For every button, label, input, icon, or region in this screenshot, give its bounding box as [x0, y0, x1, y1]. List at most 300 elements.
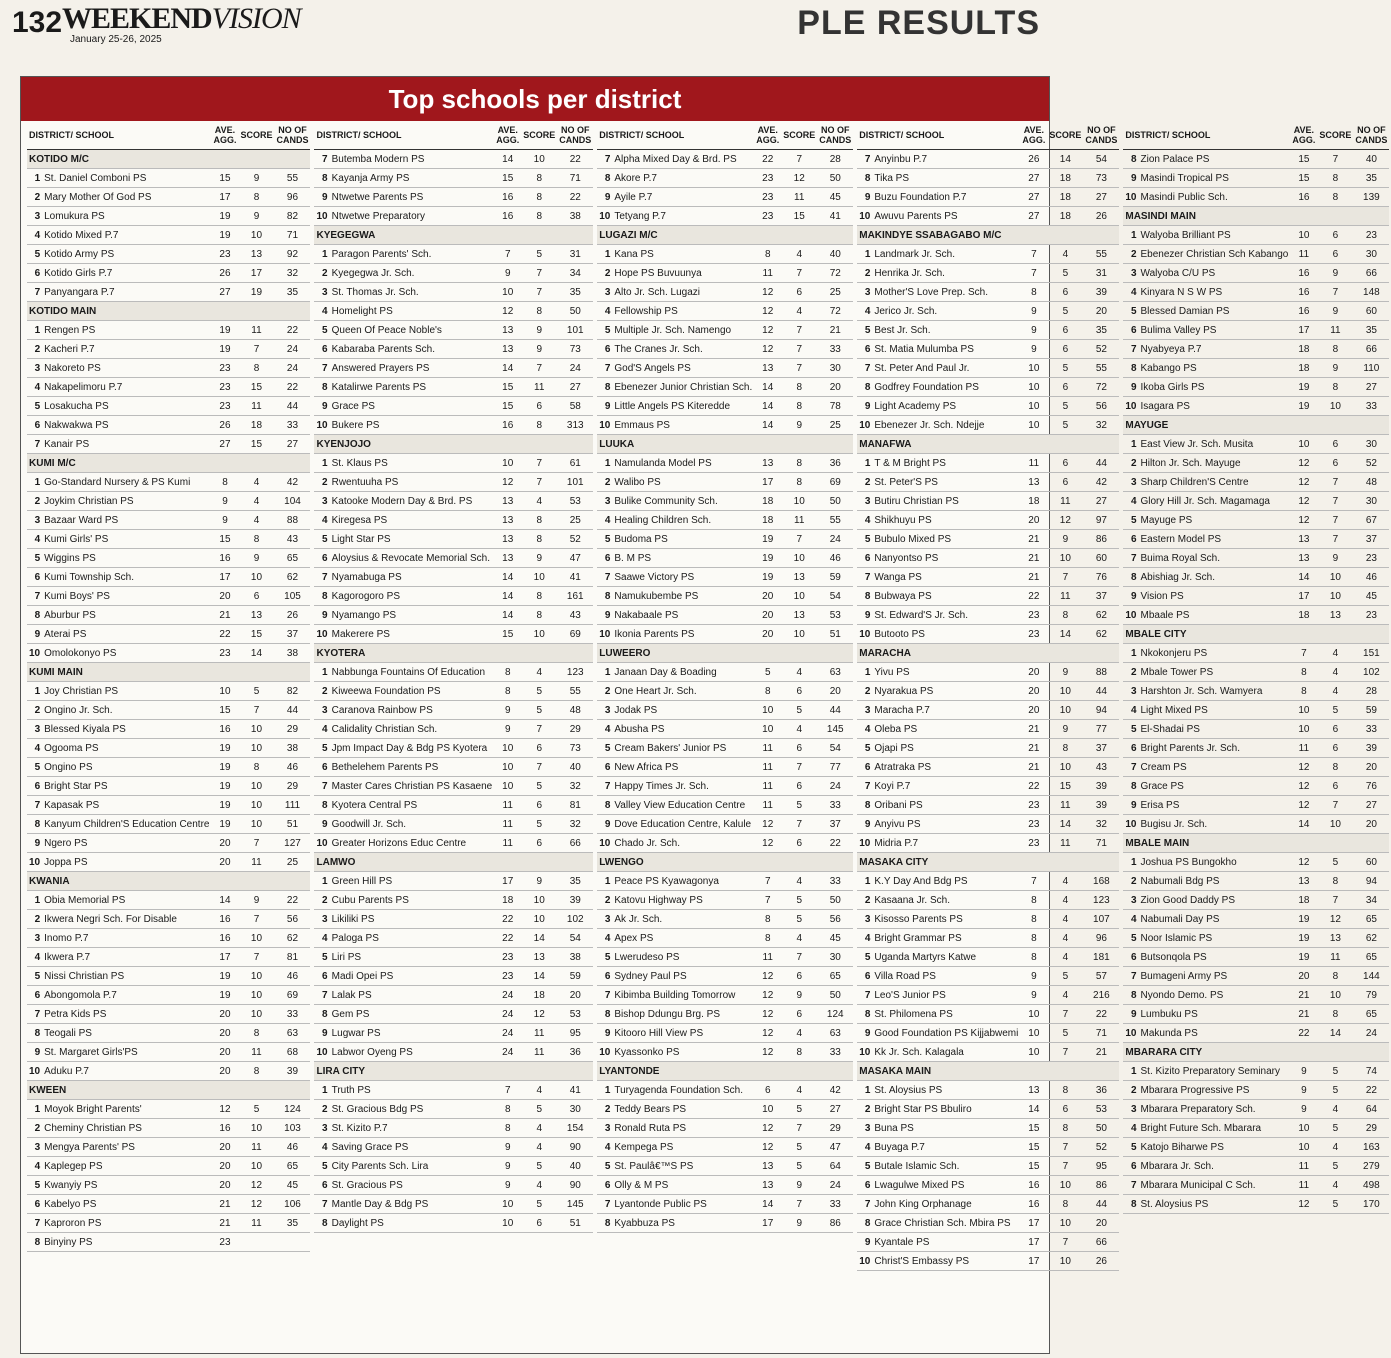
school-name: Aterai PS	[42, 625, 211, 644]
candidates: 63	[817, 663, 853, 682]
candidates: 72	[1083, 378, 1119, 397]
table-row	[857, 454, 1119, 473]
school-name: Zion Palace PS	[1139, 150, 1291, 169]
rank-cell: 10	[1123, 815, 1138, 834]
score: 10	[238, 720, 274, 739]
candidates: 65	[274, 549, 310, 568]
candidates: 30	[817, 359, 853, 378]
score: 12	[1317, 910, 1353, 929]
school-name: Butooto PS	[872, 625, 1020, 644]
rank-cell: 5	[1123, 302, 1138, 321]
avg-agg: 17	[211, 948, 238, 967]
school-name: Makerere PS	[330, 625, 495, 644]
candidates: 24	[817, 1176, 853, 1195]
rank-cell: 4	[27, 530, 42, 549]
score: 9	[238, 891, 274, 910]
score: 6	[1047, 378, 1083, 397]
avg-agg: 9	[494, 701, 521, 720]
table-row	[314, 283, 593, 302]
school-name: Oleba PS	[872, 720, 1020, 739]
column-header: DISTRICT/ SCHOOL	[1123, 121, 1290, 150]
candidates: 32	[1083, 416, 1119, 435]
rank-cell: 3	[314, 1119, 329, 1138]
school-name: Teogali PS	[42, 1024, 211, 1043]
avg-agg: 15	[1020, 1138, 1047, 1157]
candidates: 94	[1083, 701, 1119, 720]
score: 4	[1317, 682, 1353, 701]
avg-agg: 13	[754, 454, 781, 473]
candidates: 54	[817, 587, 853, 606]
table-row	[314, 720, 593, 739]
candidates: 148	[1353, 283, 1389, 302]
table-row	[27, 1138, 310, 1157]
table-row	[857, 492, 1119, 511]
rank-cell: 8	[597, 796, 612, 815]
district-heading	[857, 644, 1119, 663]
candidates: 24	[274, 359, 310, 378]
school-name: Nkokonjeru PS	[1139, 644, 1291, 663]
avg-agg: 26	[211, 264, 238, 283]
rank-cell: 5	[314, 530, 329, 549]
school-name: St. Kizito Preparatory Seminary	[1139, 1062, 1291, 1081]
table-row	[857, 739, 1119, 758]
candidates: 33	[274, 1005, 310, 1024]
rank-cell: 8	[1123, 777, 1138, 796]
district-name: LWENGO	[597, 853, 853, 872]
rank-cell: 3	[597, 283, 612, 302]
score: 9	[781, 986, 817, 1005]
candidates: 279	[1353, 1157, 1389, 1176]
school-name: Bright Star PS Bbuliro	[872, 1100, 1020, 1119]
district-heading	[1123, 1043, 1389, 1062]
rank-cell: 8	[314, 1005, 329, 1024]
school-name: Kk Jr. Sch. Kalagala	[872, 1043, 1020, 1062]
rank-cell: 6	[597, 758, 612, 777]
school-name: Kasaana Jr. Sch.	[872, 891, 1020, 910]
school-name: Kotido Army PS	[42, 245, 211, 264]
school-name: Jerico Jr. Sch.	[872, 302, 1020, 321]
rank-cell: 5	[597, 948, 612, 967]
table-row	[857, 587, 1119, 606]
table-row	[27, 1043, 310, 1062]
rank-cell: 4	[597, 511, 612, 530]
table-row	[1123, 1005, 1389, 1024]
avg-agg: 12	[754, 1024, 781, 1043]
rank-cell: 3	[27, 929, 42, 948]
avg-agg: 23	[211, 359, 238, 378]
score: 4	[1317, 644, 1353, 663]
score: 7	[521, 283, 557, 302]
school-name: Nyarakua PS	[872, 682, 1020, 701]
table-row	[314, 777, 593, 796]
score: 7	[781, 340, 817, 359]
avg-agg: 16	[211, 1119, 238, 1138]
candidates: 97	[1083, 511, 1119, 530]
table-row	[1123, 1176, 1389, 1195]
table-row	[857, 1214, 1119, 1233]
table-row	[314, 378, 593, 397]
score: 14	[238, 644, 274, 663]
school-name: Nakabaale PS	[612, 606, 754, 625]
table-row	[597, 454, 853, 473]
rank-cell: 4	[857, 511, 872, 530]
candidates: 47	[817, 1138, 853, 1157]
rank-cell: 7	[314, 777, 329, 796]
school-name: Godfrey Foundation PS	[872, 378, 1020, 397]
school-name: Aloysius & Revocate Memorial Sch.	[330, 549, 495, 568]
rank-cell: 9	[597, 188, 612, 207]
avg-agg: 22	[494, 929, 521, 948]
school-name: Kibimba Building Tomorrow	[612, 986, 754, 1005]
school-name: Moyok Bright Parents'	[42, 1100, 211, 1119]
candidates: 39	[557, 891, 593, 910]
rank-cell: 5	[597, 739, 612, 758]
avg-agg: 20	[211, 1043, 238, 1062]
rank-cell: 7	[1123, 967, 1138, 986]
candidates: 35	[1083, 321, 1119, 340]
district-name: KWANIA	[27, 872, 310, 891]
rank-cell: 1	[597, 872, 612, 891]
column-header: DISTRICT/ SCHOOL	[27, 121, 211, 150]
avg-agg: 13	[494, 549, 521, 568]
table-row	[314, 245, 593, 264]
school-name: Obia Memorial PS	[42, 891, 211, 910]
candidates: 24	[557, 359, 593, 378]
rank-cell: 8	[1123, 150, 1138, 169]
table-row	[857, 720, 1119, 739]
avg-agg: 9	[1020, 321, 1047, 340]
candidates: 35	[557, 283, 593, 302]
table-row	[1123, 815, 1389, 834]
school-name: Atratraka PS	[872, 758, 1020, 777]
score: 8	[1317, 758, 1353, 777]
table-row	[27, 359, 310, 378]
table-row	[314, 834, 593, 853]
school-name: Wanga PS	[872, 568, 1020, 587]
rank-cell: 10	[1123, 397, 1138, 416]
rank-cell: 10	[597, 625, 612, 644]
table-row	[314, 1195, 593, 1214]
score: 11	[521, 378, 557, 397]
candidates: 29	[557, 720, 593, 739]
rank-cell: 10	[857, 1043, 872, 1062]
score: 4	[1047, 891, 1083, 910]
avg-agg: 8	[1290, 663, 1317, 682]
candidates: 33	[274, 416, 310, 435]
school-name: St. Paulâ€™S PS	[612, 1157, 754, 1176]
rank-cell: 2	[857, 473, 872, 492]
table-row	[857, 302, 1119, 321]
table-row	[597, 606, 853, 625]
avg-agg: 11	[1290, 1176, 1317, 1195]
candidates: 39	[1083, 283, 1119, 302]
table-row	[27, 929, 310, 948]
score: 5	[521, 777, 557, 796]
results-table	[314, 121, 593, 1233]
avg-agg: 13	[754, 1176, 781, 1195]
results-columns	[21, 121, 1388, 1271]
candidates: 32	[274, 264, 310, 283]
candidates: 36	[557, 1043, 593, 1062]
table-row	[1123, 549, 1389, 568]
avg-agg: 9	[494, 1157, 521, 1176]
rank-cell: 8	[857, 587, 872, 606]
candidates: 58	[557, 397, 593, 416]
avg-agg: 13	[1020, 1081, 1047, 1100]
score: 5	[521, 1157, 557, 1176]
candidates: 24	[274, 340, 310, 359]
table-row	[857, 549, 1119, 568]
school-name: Joppa PS	[42, 853, 211, 872]
score: 11	[1317, 948, 1353, 967]
candidates: 21	[1083, 1043, 1119, 1062]
rank-cell: 9	[314, 606, 329, 625]
table-row	[1123, 853, 1389, 872]
rank-cell: 9	[857, 1233, 872, 1252]
rank-cell: 2	[597, 473, 612, 492]
candidates: 40	[557, 758, 593, 777]
table-row	[314, 1005, 593, 1024]
candidates: 23	[1353, 549, 1389, 568]
district-name: KUMI M/C	[27, 454, 310, 473]
table-row	[27, 967, 310, 986]
table-row	[1123, 986, 1389, 1005]
avg-agg: 17	[211, 568, 238, 587]
table-row	[597, 150, 853, 169]
avg-agg: 9	[1020, 986, 1047, 1005]
rank-cell: 8	[597, 169, 612, 188]
score: 5	[1047, 264, 1083, 283]
avg-agg: 13	[1020, 473, 1047, 492]
school-name: Tika PS	[872, 169, 1020, 188]
candidates: 65	[1353, 1005, 1389, 1024]
district-name: MBARARA CITY	[1123, 1043, 1389, 1062]
school-name: Queen Of Peace Noble's	[330, 321, 495, 340]
avg-agg: 8	[494, 682, 521, 701]
score: 5	[1317, 1119, 1353, 1138]
rank-cell: 7	[857, 150, 872, 169]
score: 8	[521, 416, 557, 435]
rank-cell: 1	[27, 169, 42, 188]
score: 6	[1047, 283, 1083, 302]
score: 12	[781, 169, 817, 188]
rank-cell: 6	[597, 967, 612, 986]
avg-agg: 10	[1020, 1024, 1047, 1043]
candidates: 42	[274, 473, 310, 492]
score: 6	[238, 587, 274, 606]
candidates: 25	[557, 511, 593, 530]
rank-cell: 6	[597, 549, 612, 568]
score: 6	[781, 739, 817, 758]
table-row	[597, 663, 853, 682]
rank-cell: 2	[27, 701, 42, 720]
candidates: 33	[817, 1195, 853, 1214]
table-row	[27, 948, 310, 967]
school-name: Bulike Community Sch.	[612, 492, 754, 511]
score: 4	[1047, 245, 1083, 264]
avg-agg: 11	[754, 948, 781, 967]
table-row	[857, 777, 1119, 796]
candidates: 26	[274, 606, 310, 625]
rank-cell: 2	[314, 473, 329, 492]
candidates: 20	[1353, 758, 1389, 777]
score: 5	[781, 1157, 817, 1176]
score: 7	[781, 815, 817, 834]
score: 10	[238, 226, 274, 245]
score: 5	[1047, 302, 1083, 321]
score: 4	[1047, 948, 1083, 967]
school-name: Ntwetwe Preparatory	[330, 207, 495, 226]
table-row	[597, 473, 853, 492]
rank-cell: 7	[1123, 340, 1138, 359]
score: 7	[781, 150, 817, 169]
table-row	[314, 739, 593, 758]
score: 11	[238, 397, 274, 416]
table-row	[597, 967, 853, 986]
avg-agg: 10	[211, 682, 238, 701]
results-column	[312, 121, 595, 1271]
score: 8	[1317, 378, 1353, 397]
school-name: St. Aloysius PS	[1139, 1195, 1291, 1214]
school-name: Kyantale PS	[872, 1233, 1020, 1252]
school-name: Good Foundation PS Kijjabwemi	[872, 1024, 1020, 1043]
score: 6	[1047, 321, 1083, 340]
candidates: 37	[274, 625, 310, 644]
school-name: Nyamabuga PS	[330, 568, 495, 587]
school-name: Kotido Mixed P.7	[42, 226, 211, 245]
rank-cell: 1	[314, 454, 329, 473]
avg-agg: 22	[211, 625, 238, 644]
avg-agg: 20	[754, 606, 781, 625]
school-name: Mengya Parents' PS	[42, 1138, 211, 1157]
score: 10	[1047, 1176, 1083, 1195]
avg-agg: 12	[1290, 853, 1317, 872]
avg-agg: 23	[211, 1233, 238, 1252]
school-name: Nakoreto PS	[42, 359, 211, 378]
school-name: Kotido Girls P.7	[42, 264, 211, 283]
school-name: Alto Jr. Sch. Lugazi	[612, 283, 754, 302]
candidates: 44	[1083, 682, 1119, 701]
candidates: 103	[274, 1119, 310, 1138]
candidates: 96	[274, 188, 310, 207]
candidates: 54	[1083, 150, 1119, 169]
school-name: Mother'S Love Prep. Sch.	[872, 283, 1020, 302]
score: 13	[781, 568, 817, 587]
district-name: LUUKA	[597, 435, 853, 454]
school-name: Buzu Foundation P.7	[872, 188, 1020, 207]
table-row	[597, 378, 853, 397]
table-row	[314, 587, 593, 606]
school-name: Oribani PS	[872, 796, 1020, 815]
candidates: 38	[557, 207, 593, 226]
score: 11	[1047, 834, 1083, 853]
avg-agg: 16	[211, 910, 238, 929]
table-row	[1123, 435, 1389, 454]
rank-cell: 4	[597, 720, 612, 739]
table-row	[27, 891, 310, 910]
table-row	[27, 1024, 310, 1043]
rank-cell: 8	[597, 1005, 612, 1024]
school-name: Budoma PS	[612, 530, 754, 549]
school-name: Kiweewa Foundation PS	[330, 682, 495, 701]
score: 4	[238, 473, 274, 492]
score: 7	[521, 758, 557, 777]
rank-cell: 1	[1123, 853, 1138, 872]
rank-cell: 6	[857, 549, 872, 568]
table-row	[857, 264, 1119, 283]
school-name: Namulanda Model PS	[612, 454, 754, 473]
score: 12	[238, 1195, 274, 1214]
table-row	[857, 188, 1119, 207]
school-name: Tetyang P.7	[612, 207, 754, 226]
score: 7	[1317, 530, 1353, 549]
table-row	[27, 568, 310, 587]
avg-agg: 13	[494, 530, 521, 549]
candidates: 44	[274, 397, 310, 416]
rank-cell: 1	[1123, 1062, 1138, 1081]
candidates: 53	[557, 1005, 593, 1024]
rank-cell: 5	[27, 245, 42, 264]
rank-cell: 7	[27, 1005, 42, 1024]
table-row	[314, 1157, 593, 1176]
score: 6	[1317, 435, 1353, 454]
score: 11	[521, 1024, 557, 1043]
avg-agg: 8	[754, 910, 781, 929]
score: 5	[521, 1195, 557, 1214]
column-header: AVE. AGG.	[211, 121, 238, 150]
score: 10	[1047, 701, 1083, 720]
rank-cell: 5	[1123, 929, 1138, 948]
table-row	[314, 207, 593, 226]
school-name: Eastern Model PS	[1139, 530, 1291, 549]
candidates: 54	[817, 739, 853, 758]
score: 6	[1317, 720, 1353, 739]
rank-cell: 9	[314, 1024, 329, 1043]
table-row	[597, 283, 853, 302]
rank-cell: 2	[314, 682, 329, 701]
avg-agg: 12	[494, 473, 521, 492]
candidates: 41	[817, 207, 853, 226]
school-name: Paragon Parents' Sch.	[330, 245, 495, 264]
candidates: 48	[557, 701, 593, 720]
avg-agg: 17	[1020, 1252, 1047, 1271]
score: 6	[781, 777, 817, 796]
score: 7	[238, 910, 274, 929]
score: 6	[521, 1214, 557, 1233]
table-row	[314, 340, 593, 359]
rank-cell: 1	[314, 872, 329, 891]
school-name: Kabelyo PS	[42, 1195, 211, 1214]
avg-agg: 20	[1020, 511, 1047, 530]
candidates: 22	[274, 891, 310, 910]
rank-cell: 4	[314, 720, 329, 739]
results-table	[27, 121, 310, 1252]
school-name: Joy Christian PS	[42, 682, 211, 701]
school-name: Noor Islamic PS	[1139, 929, 1291, 948]
table-row	[314, 321, 593, 340]
candidates: 30	[1353, 435, 1389, 454]
score: 10	[781, 587, 817, 606]
rank-cell: 3	[597, 1119, 612, 1138]
table-row	[1123, 302, 1389, 321]
rank-cell: 7	[1123, 758, 1138, 777]
school-name: Maracha P.7	[872, 701, 1020, 720]
school-name: Nanyontso PS	[872, 549, 1020, 568]
school-name: Kanyum Children'S Education Centre	[42, 815, 211, 834]
candidates: 20	[817, 682, 853, 701]
score: 12	[521, 1005, 557, 1024]
table-row	[1123, 910, 1389, 929]
